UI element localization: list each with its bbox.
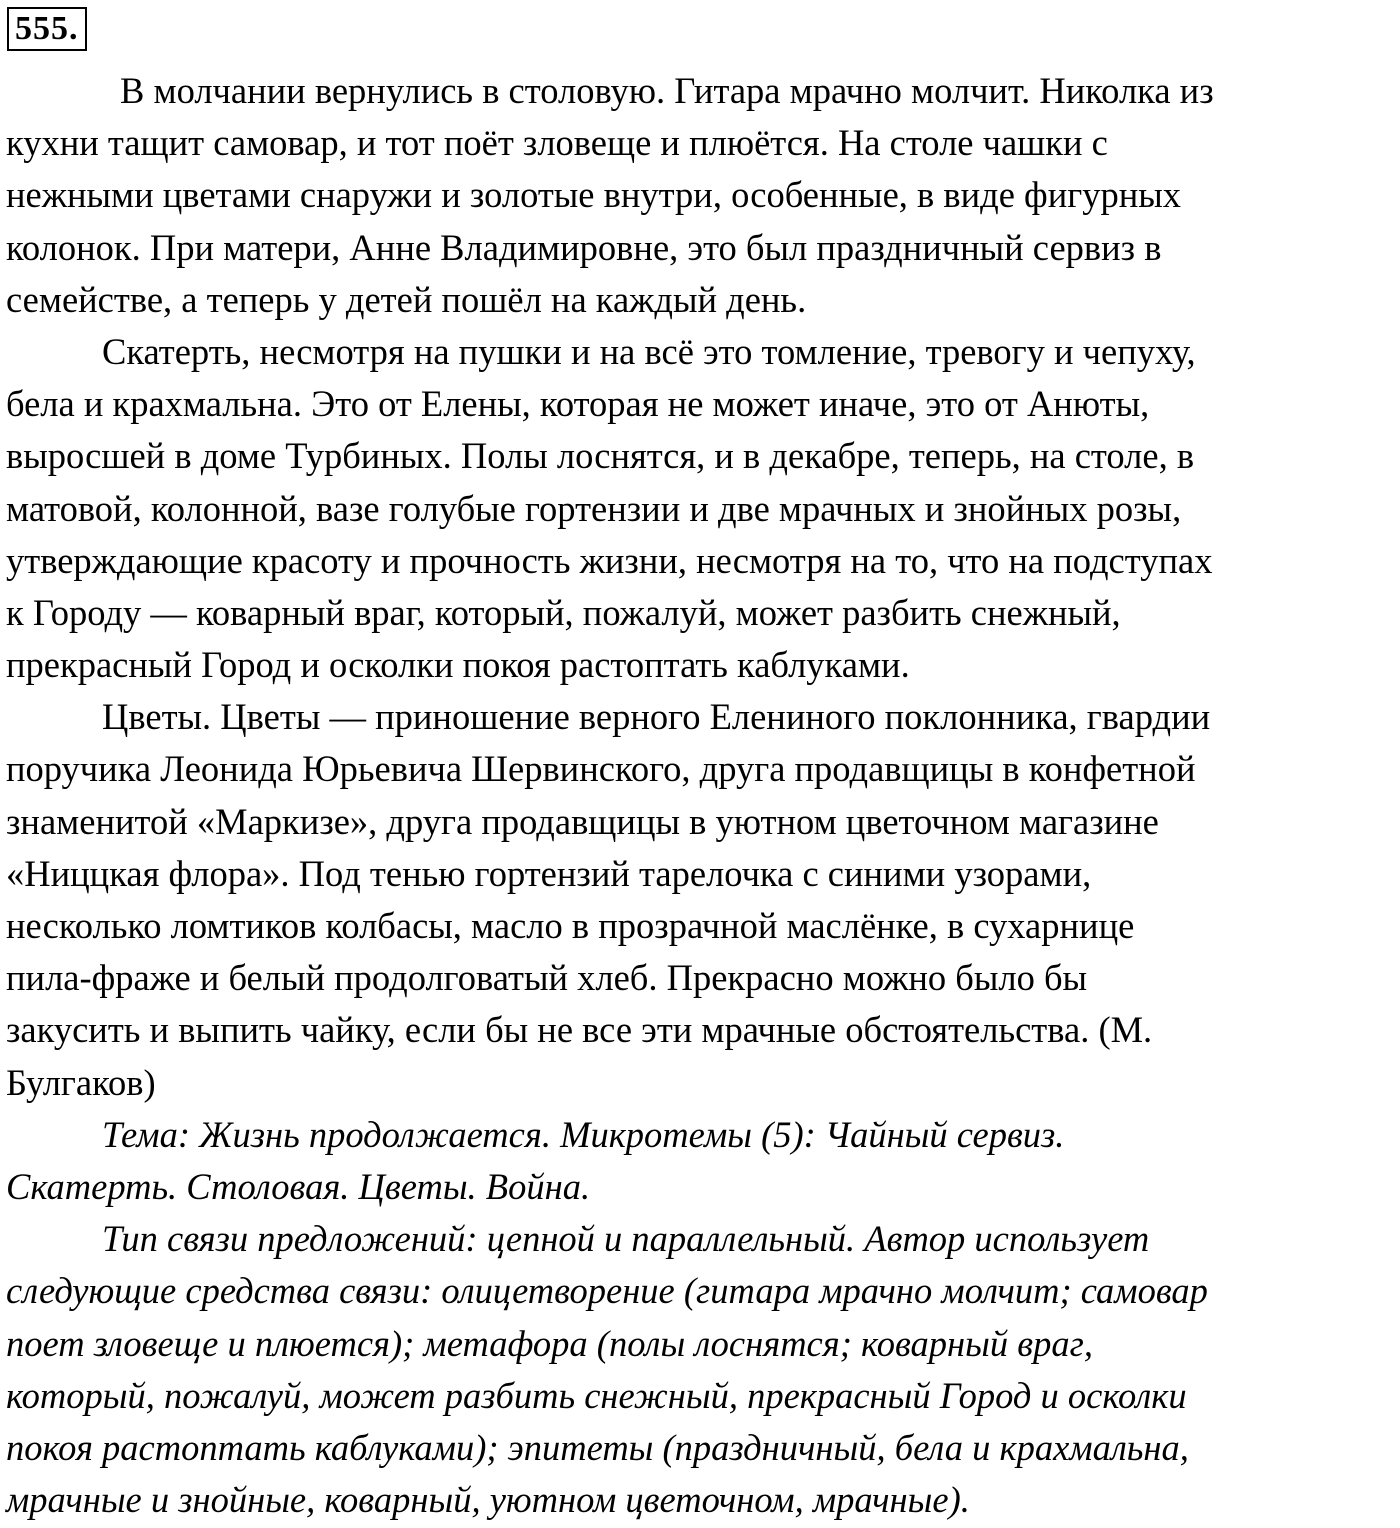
text-line: колонок. При матери, Анне Владимировне, это был праздничный сервиз в (6, 226, 1162, 268)
text-line: утверждающие красоту и прочность жизни, несмотря на то, что на подступах (6, 539, 1213, 581)
text-line: В молчании вернулись в столовую. Гитара мрачно молчит. Николка из (120, 70, 1214, 111)
text-line: покоя растоптать каблуками); эпитеты (праздничный, бела и крахмальна, (6, 1426, 1189, 1468)
text-body (6, 65, 1398, 1526)
text-line: Булгаков) (6, 1061, 156, 1103)
text-line: Тема: Жизнь продолжается. Микротемы (5): Чайный сервиз. (102, 1113, 1065, 1155)
text-line: знаменитой «Маркизе», друга продавщицы в уютном цветочном магазине (6, 800, 1159, 842)
exercise-number: 555. (7, 7, 87, 51)
paragraph-theme (6, 1109, 1398, 1213)
text-line: мрачные и знойные, коварный, уютном цветочном, мрачные). (6, 1479, 970, 1521)
text-line: нежными цветами снаружи и золотые внутри, особенные, в виде фигурных (6, 174, 1182, 216)
text-line: Тип связи предложений: цепной и параллельный. Автор использует (102, 1218, 1150, 1260)
text-line: закусить и выпить чайку, если бы не все эти мрачные обстоятельства. (М. (6, 1009, 1153, 1051)
text-line: следующие средства связи: олицетворение (гитара мрачно молчит; самовар (6, 1270, 1208, 1312)
text-line: который, пожалуй, может разбить снежный, прекрасный Город и осколки (6, 1374, 1187, 1416)
text-line: выросшей в доме Турбиных. Полы лоснятся, и в декабре, теперь, на столе, в (6, 435, 1195, 477)
text-line: поет зловеще и плюется); метафора (полы лоснятся; коварный враг, (6, 1322, 1093, 1364)
text-line: кухни тащит самовар, и тот поёт зловеще и плюётся. На столе чашки с (6, 122, 1108, 164)
text-line: Скатерть, несмотря на пушки и на всё это томление, тревогу и чепуху, (102, 330, 1196, 372)
paragraph-connection-type (6, 1213, 1398, 1526)
text-line: Цветы. Цветы — приношение верного Елениного поклонника, гвардии (102, 696, 1211, 738)
text-line: матовой, колонной, вазе голубые гортензии и две мрачных и знойных розы, (6, 487, 1182, 529)
paragraph-3 (6, 691, 1398, 1109)
text-line: прекрасный Город и осколки покоя растоптать каблуками. (6, 644, 910, 686)
paragraph-2 (6, 326, 1398, 691)
text-line: бела и крахмальна. Это от Елены, которая не может иначе, это от Анюты, (6, 383, 1150, 425)
text-line: поручика Леонида Юрьевича Шервинского, друга продавщицы в конфетной (6, 748, 1196, 790)
text-line: к Городу — коварный враг, который, пожалуй, может разбить снежный, (6, 591, 1121, 633)
text-line: Скатерть. Столовая. Цветы. Война. (6, 1165, 591, 1207)
text-line: «Ниццкая флора». Под тенью гортензий тарелочка с синими узорами, (6, 852, 1092, 894)
text-line: семействе, а теперь у детей пошёл на каждый день. (6, 278, 807, 320)
text-line: пила-фраже и белый продолговатый хлеб. Прекрасно можно было бы (6, 957, 1088, 999)
paragraph-1 (6, 65, 1398, 326)
text-line: несколько ломтиков колбасы, масло в прозрачной маслёнке, в сухарнице (6, 905, 1135, 946)
